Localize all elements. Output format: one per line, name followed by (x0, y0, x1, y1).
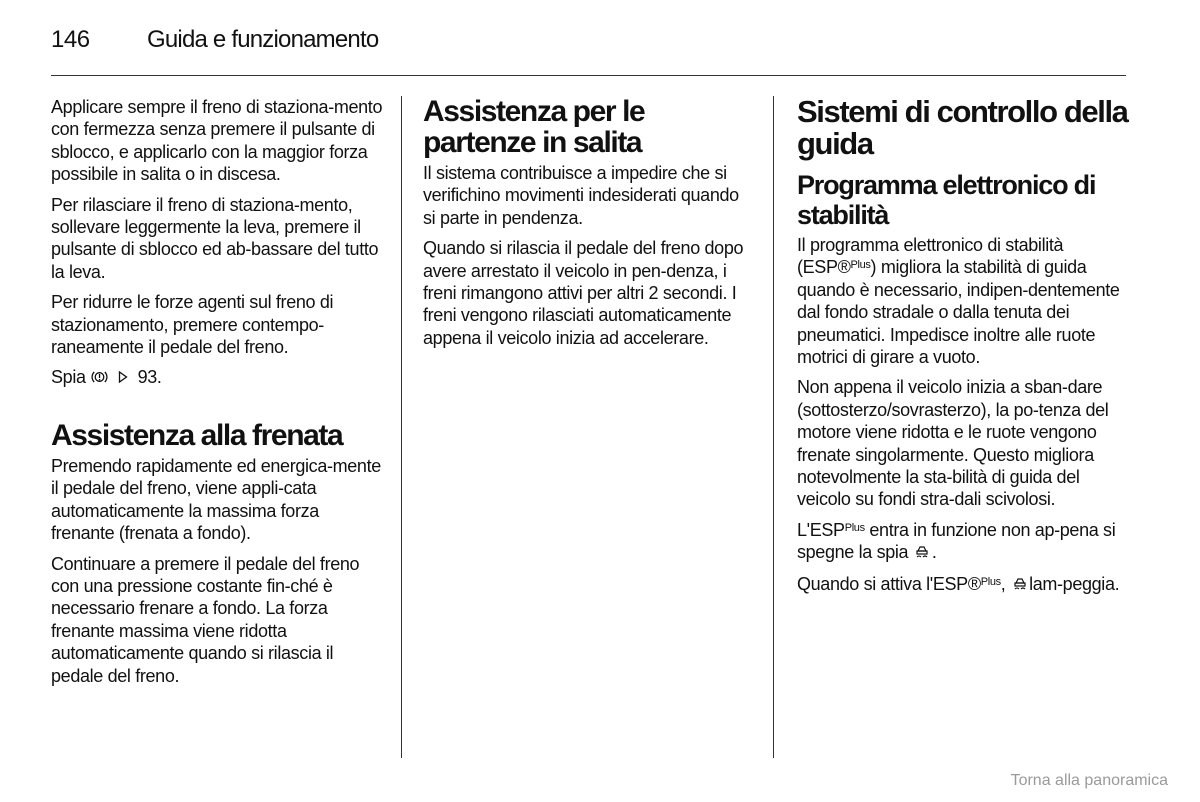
esp-skid-text: Non appena il veicolo inizia a sban-dare (sottosterzo/sovrasterzo), la po-tenza del motore viene ridotta e le ruote vengono frenate singolarmente. Questo migliora notevolmente la sta-bilità di guida del veicolo su fondi stra-dali scivolosi. (797, 377, 1109, 510)
page-reference-arrow-icon[interactable] (114, 367, 133, 389)
brake-warning-icon (90, 367, 109, 389)
column-middle (423, 96, 755, 357)
header-divider (51, 75, 1126, 76)
page-reference-number[interactable]: 93. (137, 367, 162, 388)
spia-label: Spia (51, 367, 86, 388)
hill-start-assist-text-1: Il sistema contribuisce a impedire che si verifichino movimenti indesiderati quando si parte in pendenza. (423, 163, 739, 228)
esp-activation-text (797, 519, 1132, 565)
esp-skid-car-icon (1010, 574, 1029, 596)
hill-start-assist-text-2: Quando si rilascia il pedale del freno dopo avere arrestato il veicolo in pen-denza, i freni rimangono attivi per altri 2 secondi. I freni vengono rilasciati automaticamente appena il veicolo inizia ad accelerare. (423, 238, 744, 348)
driving-control-systems-heading: Sistemi di controllo della guida (797, 94, 1128, 161)
esp-activation-b: entra in funzione non ap-pena si spegne la spia (797, 519, 1116, 563)
esp-description (797, 234, 1132, 368)
page-header (51, 26, 378, 56)
esp-plus-sup-3: Plus (980, 575, 1001, 588)
esp-plus-sup: Plus (850, 259, 871, 272)
back-to-overview-link[interactable]: Torna alla panoramica (1010, 772, 1168, 789)
esp-activation-end: . (931, 542, 937, 563)
esp-activation-a: L'ESP (797, 519, 845, 540)
parking-brake-apply-text: Applicare sempre il freno di staziona-mento con fermezza senza premere il pulsante di sblocco, e applicarlo con la maggior forza possibile in salita o in discesa. (51, 97, 383, 185)
esp-blink-a: Quando si attiva l'ESP® (797, 573, 981, 594)
brake-assist-text-1: Premendo rapidamente ed energica-mente il pedale del freno, viene appli-cata automaticamente la massima forza frenante (frenata a fondo). (51, 455, 381, 544)
esp-blink-text (797, 573, 1132, 596)
esp-text-b: ) migliora la stabilità di guida quando è necessario, indipen-dentemente dal fondo stradale o dalla tenuta dei pneumatici. Impedisce inoltre alle ruote motrici di girare a vuoto. (797, 257, 1120, 368)
column-left (51, 96, 383, 695)
column-divider-2 (773, 96, 774, 758)
esp-blink-b: , (1000, 573, 1006, 594)
warning-light-reference (51, 366, 383, 389)
brake-assist-text-2: Continuare a premere il pedale del freno con una pressione costante fin-ché è necessario frenare a fondo. La forza frenante massima viene ridotta automaticamente quando si rilascia il pedale del freno. (51, 553, 360, 686)
esp-plus-sup-2: Plus (844, 521, 865, 534)
chapter-title: Guida e funzionamento (147, 26, 379, 53)
parking-brake-release-text: Per rilasciare il freno di staziona-mento, sollevare leggermente la leva, premere il pulsante di sblocco ed ab-bassare del tutto la leva. (51, 194, 379, 282)
column-right (797, 96, 1132, 604)
parking-brake-reduce-text: Per ridurre le forze agenti sul freno di stazionamento, premere contempo-raneamente il pedale del freno. (51, 292, 334, 358)
esp-skid-car-icon (913, 542, 932, 564)
esp-subheading: Programma elettronico di stabilità (797, 170, 1096, 230)
esp-text-a: Il programma elettronico di stabilità (ESP® (797, 235, 1064, 278)
column-divider-1 (401, 96, 402, 758)
brake-assist-heading: Assistenza alla frenata (51, 418, 343, 452)
hill-start-assist-heading: Assistenza per le partenze in salita (423, 95, 645, 159)
esp-blink-c: lam-peggia. (1029, 573, 1120, 594)
page-number: 146 (51, 26, 90, 53)
